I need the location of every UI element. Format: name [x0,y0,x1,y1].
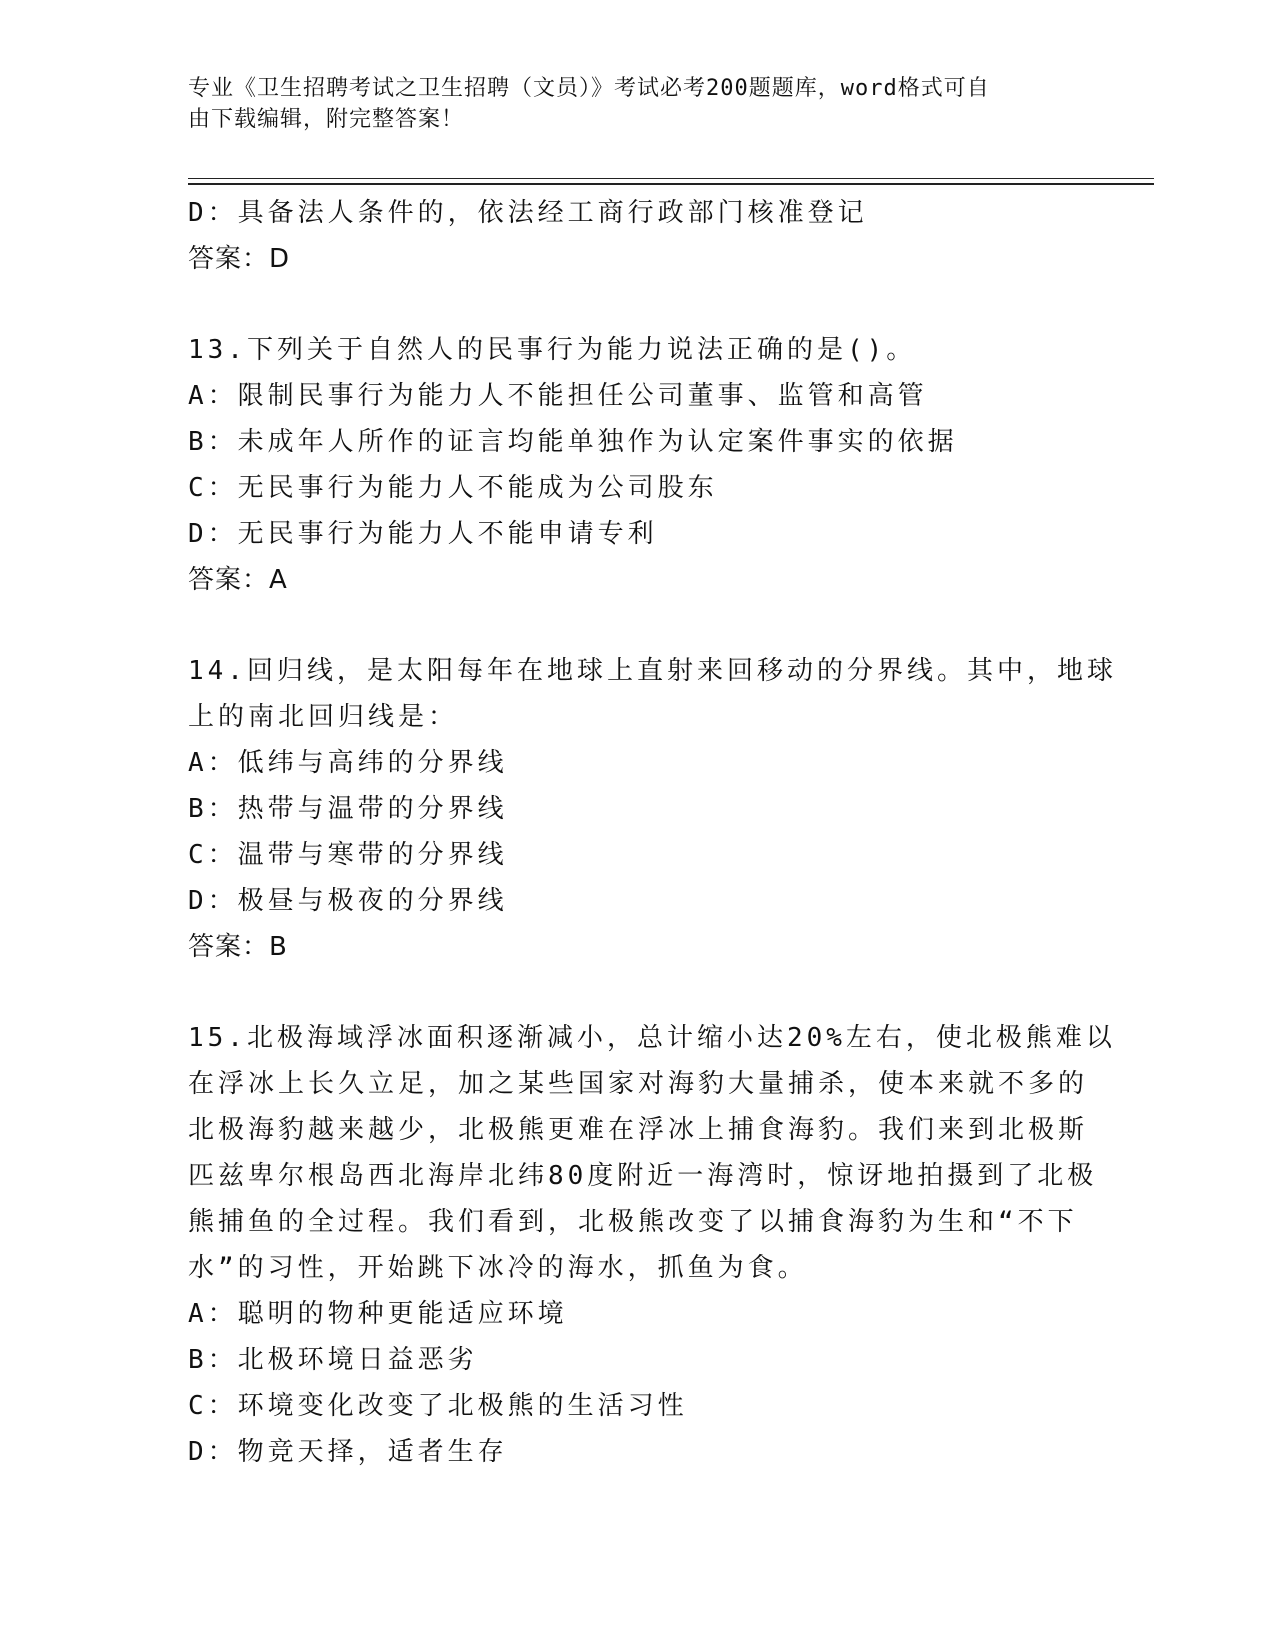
question-text-line: 匹兹卑尔根岛西北海岸北纬80度附近一海湾时，惊讶地拍摄到了北极 [188,1161,1098,1191]
question-text-line: 15.北极海域浮冰面积逐渐减小，总计缩小达20%左右，使北极熊难以 [188,1023,1116,1053]
option-b: B：未成年人所作的证言均能单独作为认定案件事实的依据 [188,427,958,457]
option-c: C：温带与寒带的分界线 [188,840,508,870]
question-content [188,190,1117,1475]
prev-answer: 答案：D [188,244,291,274]
option-c: C：无民事行为能力人不能成为公司股东 [188,473,718,503]
answer: 答案：A [188,565,288,595]
option-a: A：聪明的物种更能适应环境 [188,1299,568,1329]
option-d: D：物竞天择，适者生存 [188,1437,508,1467]
question-text-line: 上的南北回归线是： [188,702,459,732]
option-d: D：极昼与极夜的分界线 [188,886,508,916]
option-d: D：无民事行为能力人不能申请专利 [188,519,658,549]
option-a: A：低纬与高纬的分界线 [188,748,508,778]
option-b: B：热带与温带的分界线 [188,794,508,824]
spacer [188,282,1088,327]
option-b: B：北极环境日益恶劣 [188,1345,478,1375]
question-text-line: 熊捕鱼的全过程。我们看到，北极熊改变了以捕食海豹为生和“不下 [188,1207,1078,1237]
question-text-line: 北极海豹越来越少，北极熊更难在浮冰上捕食海豹。我们来到北极斯 [188,1115,1089,1145]
header-line-1: 专业《卫生招聘考试之卫生招聘（文员）》考试必考200题题库，word格式可自 [188,76,990,101]
question-text-line: 水”的习性，开始跳下冰冷的海水，抓鱼为食。 [188,1253,808,1283]
spacer [188,970,1088,1015]
question-15 [188,1015,1116,1475]
spacer [188,603,1088,648]
question-text-line: 在浮冰上长久立足，加之某些国家对海豹大量捕杀，使本来就不多的 [188,1069,1089,1099]
option-c: C：环境变化改变了北极熊的生活习性 [188,1391,688,1421]
option-a: A：限制民事行为能力人不能担任公司董事、监管和高管 [188,381,928,411]
header-line-2: 由下载编辑，附完整答案！ [188,107,465,132]
question-14 [188,648,1117,970]
question-text-line: 14.回归线，是太阳每年在地球上直射来回移动的分界线。其中，地球 [188,656,1117,686]
prev-option-d: D：具备法人条件的，依法经工商行政部门核准登记 [188,198,868,228]
document-header [188,73,1078,135]
question-text: 13.下列关于自然人的民事行为能力说法正确的是()。 [188,335,917,365]
header-rule-thick [188,183,1154,185]
question-13 [188,327,1088,603]
header-rule-thin [188,178,1154,179]
answer: 答案：B [188,932,288,962]
